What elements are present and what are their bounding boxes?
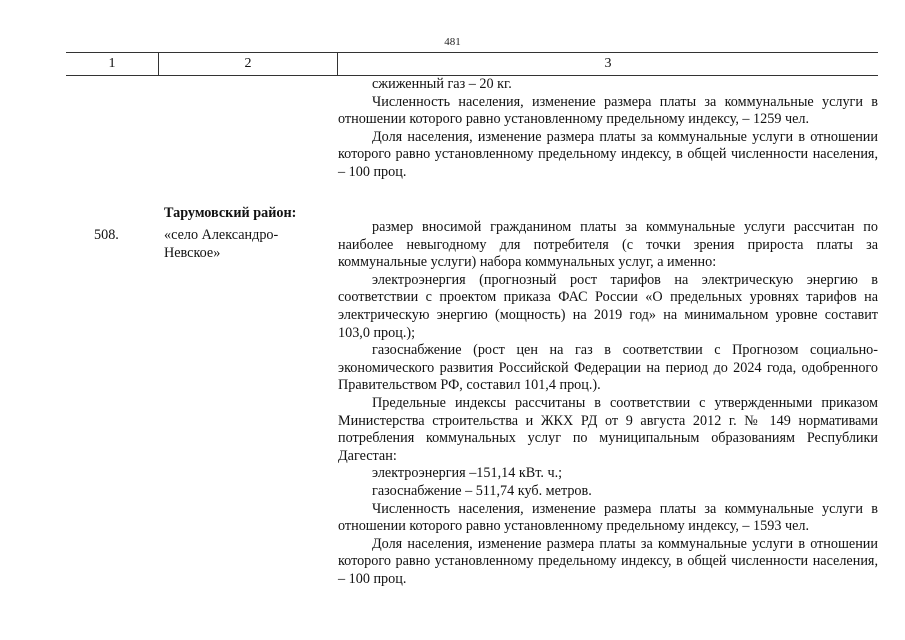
page-number: 481 — [444, 36, 461, 48]
paragraph: газоснабжение – 511,74 куб. метров. — [372, 482, 592, 499]
paragraph: Доля населения, изменение размера платы за коммунальные услуги в отношении которого равно установленному предельному индексу, в общей численности населения, – 100 проц. — [338, 535, 878, 587]
continuation-text — [338, 76, 878, 182]
paragraph: электроэнергия –151,14 кВт. ч.; — [372, 465, 563, 482]
locality-name: «село Александро-Невское» — [164, 227, 279, 261]
table-header-col-2: 2 — [158, 53, 337, 75]
paragraph: Численность населения, изменение размера платы за коммунальные услуги в отношении которого равно установленному предельному индексу, – 1259 чел. — [338, 93, 878, 128]
paragraph: Численность населения, изменение размера платы за коммунальные услуги в отношении которого равно установленному предельному индексу, – 1593 чел. — [338, 500, 878, 535]
entry-number: 508. — [94, 227, 119, 243]
paragraph: сжиженный газ – 20 кг. — [372, 76, 512, 92]
paragraph: Доля населения, изменение размера платы за коммунальные услуги в отношении которого равно установленному предельному индексу, в общей численности населения, – 100 проц. — [338, 128, 878, 180]
paragraph: размер вносимой гражданином платы за коммунальные услуги рассчитан по наиболее невыгодному для потребителя (с точки зрения прироста платы за коммунальные услуги) набора коммунальных услуг, а именно: — [338, 219, 878, 271]
table-header-col-1: 1 — [108, 56, 116, 71]
paragraph: газоснабжение (рост цен на газ в соответствии с Прогнозом социально-экономического развития Российской Федерации на период до 2024 года, одобренного Правительством РФ, составил 101,4 проц.). — [338, 342, 878, 394]
table-header-row — [66, 52, 878, 76]
table-header-col-3: 3 — [337, 53, 878, 75]
entry-text — [338, 219, 878, 588]
district-heading: Тарумовский район: — [164, 205, 297, 221]
paragraph: Предельные индексы рассчитаны в соответствии с утвержденными приказом Министерства строительства и ЖКХ РД от 9 августа 2012 г. № 149 нормативами потребления коммунальных услуг по муниципальным образованиям Республики Дагестан: — [338, 394, 878, 464]
paragraph: электроэнергия (прогнозный рост тарифов на электрическую энергию в соответствии с проектом приказа ФАС России «О предельных уровнях тарифов на электрическую энергию (мощность) на 2019 год» на минимальном уровне составит 103,0 проц.); — [338, 271, 878, 341]
